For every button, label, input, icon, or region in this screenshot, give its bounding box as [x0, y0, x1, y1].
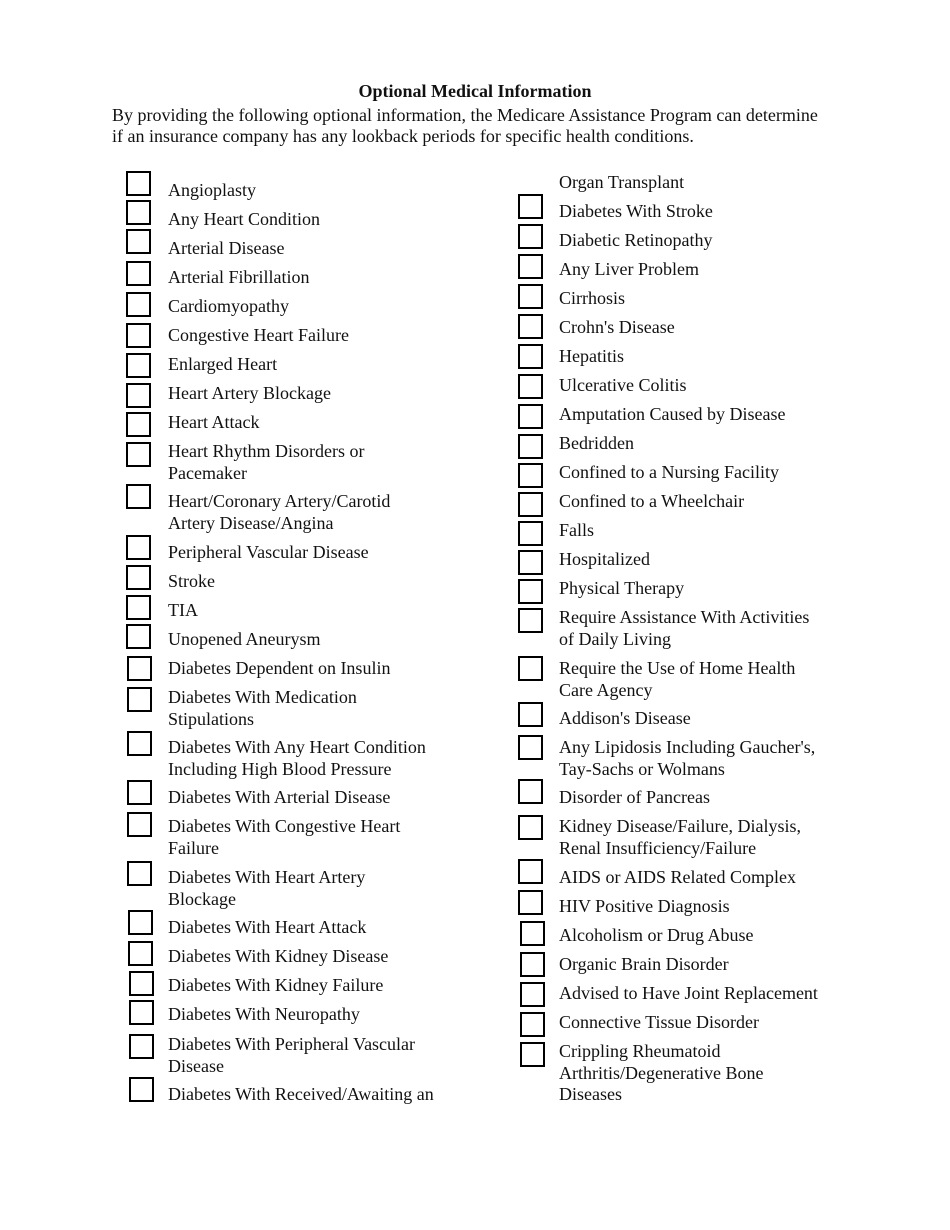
- checkbox-joint-replacement[interactable]: [520, 982, 545, 1007]
- item-label: Diabetes With Heart Attack: [168, 917, 367, 937]
- intro-text: By providing the following optional information, the Medicare Assistance Program can determine if an insurance company has any lookback periods for specific health conditions.: [112, 105, 818, 146]
- list-item: [168, 975, 383, 997]
- checkbox-disorder-of-pancreas[interactable]: [518, 779, 543, 804]
- list-item: [168, 600, 198, 622]
- item-label: Diabetes With Arterial Disease: [168, 787, 391, 807]
- checkbox-alcoholism-drug-abuse[interactable]: [520, 921, 545, 946]
- list-item: [559, 578, 684, 600]
- item-label: Enlarged Heart: [168, 354, 278, 374]
- item-label: Diabetes With Neuropathy: [168, 1004, 360, 1024]
- list-item: [559, 288, 625, 310]
- item-label: Alcoholism or Drug Abuse: [559, 925, 754, 945]
- checkbox-enlarged-heart[interactable]: [126, 353, 151, 378]
- list-item: [168, 325, 349, 347]
- item-label: Kidney Disease/Failure, Dialysis,: [559, 816, 801, 836]
- item-label: Physical Therapy: [559, 578, 685, 598]
- checkbox-falls[interactable]: [518, 521, 543, 546]
- item-label: Hepatitis: [559, 346, 624, 366]
- checkbox-any-liver-problem[interactable]: [518, 254, 543, 279]
- list-item: [559, 954, 729, 976]
- list-item: [559, 549, 650, 571]
- checkbox-confined-nursing-facility[interactable]: [518, 463, 543, 488]
- item-label: Peripheral Vascular Disease: [168, 542, 369, 562]
- checkbox-kidney-disease-dialysis[interactable]: [518, 815, 543, 840]
- item-label: Any Lipidosis Including Gaucher's,: [559, 737, 816, 757]
- item-label: Diabetes With Any Heart Condition: [168, 737, 426, 757]
- list-item: [168, 412, 259, 434]
- list-item: [559, 925, 753, 947]
- item-label: Advised to Have Joint Replacement: [559, 983, 818, 1003]
- checkbox-addisons-disease[interactable]: [518, 702, 543, 727]
- checkbox-diabetes-any-heart-condition[interactable]: [127, 731, 152, 756]
- item-label-line2: Tay-Sachs or Wolmans: [559, 758, 725, 779]
- item-label: Confined to a Nursing Facility: [559, 462, 779, 482]
- checkbox-diabetes-kidney-disease[interactable]: [128, 941, 153, 966]
- item-label: Connective Tissue Disorder: [559, 1012, 759, 1032]
- item-label: Diabetes With Peripheral Vascular: [168, 1034, 416, 1054]
- list-item: [168, 383, 331, 405]
- list-item: [168, 354, 277, 376]
- checkbox-diabetes-congestive-heart-failure[interactable]: [127, 812, 152, 837]
- checkbox-diabetes-kidney-failure[interactable]: [129, 971, 154, 996]
- list-item: [559, 520, 594, 542]
- list-item: [559, 346, 624, 368]
- item-label: Diabetes With Medication: [168, 687, 357, 707]
- list-item: [168, 542, 369, 564]
- list-item: [168, 571, 215, 593]
- checkbox-any-heart-condition[interactable]: [126, 200, 151, 225]
- checkbox-angioplasty[interactable]: [126, 171, 151, 196]
- list-item: [168, 267, 309, 289]
- item-label-line2: Including High Blood Pressure: [168, 758, 392, 779]
- item-label: Ulcerative Colitis: [559, 375, 687, 395]
- list-item: [168, 180, 256, 202]
- item-label: Crohn's Disease: [559, 317, 675, 337]
- list-item: [168, 1034, 415, 1077]
- item-label: HIV Positive Diagnosis: [559, 896, 730, 916]
- item-label: Angioplasty: [168, 180, 256, 200]
- checkbox-diabetes-stroke[interactable]: [518, 194, 543, 219]
- list-item: [168, 867, 365, 910]
- item-label-line2: Artery Disease/Angina: [168, 512, 334, 533]
- checkbox-connective-tissue-disorder[interactable]: [520, 1012, 545, 1037]
- checkbox-diabetes-medication-stipulations[interactable]: [127, 687, 152, 712]
- list-item: [168, 1084, 434, 1106]
- list-item: [559, 317, 675, 339]
- item-label: Require the Use of Home Health: [559, 658, 796, 678]
- list-item: [559, 230, 712, 252]
- item-label: Diabetes With Received/Awaiting an: [168, 1084, 434, 1104]
- list-item: [559, 201, 713, 223]
- item-label: Cirrhosis: [559, 288, 626, 308]
- list-item: [168, 917, 366, 939]
- checkbox-heart-artery-blockage[interactable]: [126, 383, 151, 408]
- checkbox-aids-related-complex[interactable]: [518, 859, 543, 884]
- checkbox-home-health-care-agency[interactable]: [518, 656, 543, 681]
- checkbox-unopened-aneurysm[interactable]: [126, 624, 151, 649]
- checkbox-arterial-disease[interactable]: [126, 229, 151, 254]
- checkbox-heart-coronary-artery[interactable]: [126, 484, 151, 509]
- list-item: [559, 816, 801, 859]
- item-label-line3: Diseases: [559, 1084, 622, 1104]
- list-item: [168, 238, 284, 260]
- list-item: [559, 433, 634, 455]
- item-label-line2: Care Agency: [559, 679, 653, 700]
- item-label-line2: Stipulations: [168, 708, 255, 729]
- checkbox-any-lipidosis[interactable]: [518, 735, 543, 760]
- list-item: [168, 816, 400, 859]
- item-label: Diabetes With Heart Artery: [168, 867, 366, 887]
- checkbox-organic-brain-disorder[interactable]: [520, 952, 545, 977]
- list-item: [168, 296, 289, 318]
- checkbox-diabetes-heart-artery-blockage[interactable]: [127, 861, 152, 886]
- item-label-line2: Arthritis/Degenerative Bone: [559, 1062, 764, 1083]
- list-item: [168, 946, 388, 968]
- item-label: TIA: [168, 600, 198, 620]
- checkbox-physical-therapy[interactable]: [518, 579, 543, 604]
- list-item: [559, 462, 779, 484]
- checkbox-cirrhosis[interactable]: [518, 284, 543, 309]
- item-label: Diabetes With Kidney Failure: [168, 975, 384, 995]
- list-item: [168, 1004, 360, 1026]
- checkbox-hiv-positive[interactable]: [518, 890, 543, 915]
- checkbox-diabetic-retinopathy[interactable]: [518, 224, 543, 249]
- checkbox-tia[interactable]: [126, 595, 151, 620]
- list-item: [168, 441, 364, 484]
- item-label: Addison's Disease: [559, 708, 691, 728]
- checkbox-diabetes-received-awaiting[interactable]: [129, 1077, 154, 1102]
- list-item: [559, 1041, 763, 1106]
- item-label: Unopened Aneurysm: [168, 629, 321, 649]
- item-label: Confined to a Wheelchair: [559, 491, 745, 511]
- checkbox-stroke[interactable]: [126, 565, 151, 590]
- list-item: [559, 259, 699, 281]
- list-item: [559, 1012, 759, 1034]
- list-item: [559, 172, 684, 194]
- item-label: Any Heart Condition: [168, 209, 320, 229]
- list-item: [559, 658, 795, 701]
- list-item: [559, 607, 809, 650]
- item-label: Diabetes With Congestive Heart: [168, 816, 401, 836]
- list-item: [168, 687, 357, 730]
- list-item: [559, 375, 686, 397]
- list-item: [168, 629, 320, 651]
- checkbox-cardiomyopathy[interactable]: [126, 292, 151, 317]
- list-item: [559, 983, 818, 1005]
- list-item: [559, 491, 744, 513]
- item-label: Organ Transplant: [559, 172, 685, 192]
- item-label: Heart Attack: [168, 412, 260, 432]
- checkbox-peripheral-vascular-disease[interactable]: [126, 535, 151, 560]
- item-label-line2: Failure: [168, 837, 219, 858]
- checkbox-ulcerative-colitis[interactable]: [518, 374, 543, 399]
- item-label: Organic Brain Disorder: [559, 954, 729, 974]
- checkbox-diabetes-peripheral-vascular[interactable]: [129, 1034, 154, 1059]
- item-label: Bedridden: [559, 433, 634, 453]
- checkbox-confined-wheelchair[interactable]: [518, 492, 543, 517]
- item-label: Amputation Caused by Disease: [559, 404, 786, 424]
- item-label: Require Assistance With Activities: [559, 607, 810, 627]
- item-label: Diabetic Retinopathy: [559, 230, 713, 250]
- item-label: Heart Rhythm Disorders or: [168, 441, 365, 461]
- list-item: [559, 787, 710, 809]
- checkbox-hospitalized[interactable]: [518, 550, 543, 575]
- item-label-line2: Pacemaker: [168, 462, 247, 483]
- item-label-line2: of Daily Living: [559, 628, 671, 649]
- list-item: [168, 737, 426, 780]
- checkbox-congestive-heart-failure[interactable]: [126, 323, 151, 348]
- item-label: Falls: [559, 520, 595, 540]
- list-item: [168, 491, 390, 534]
- checkbox-arterial-fibrillation[interactable]: [126, 261, 151, 286]
- item-label: Diabetes With Stroke: [559, 201, 713, 221]
- item-label-line2: Renal Insufficiency/Failure: [559, 837, 757, 858]
- list-item: [168, 209, 320, 231]
- item-label-line2: Disease: [168, 1055, 224, 1076]
- checkbox-diabetes-arterial-disease[interactable]: [127, 780, 152, 805]
- page-title: Optional Medical Information: [358, 81, 592, 101]
- checkbox-diabetes-heart-attack[interactable]: [128, 910, 153, 935]
- list-item: [168, 658, 390, 680]
- item-label: Heart Artery Blockage: [168, 383, 331, 403]
- item-label: Any Liver Problem: [559, 259, 699, 279]
- item-label: Stroke: [168, 571, 215, 591]
- item-label: Crippling Rheumatoid: [559, 1041, 721, 1061]
- list-item: [168, 787, 390, 809]
- item-label: Heart/Coronary Artery/Carotid: [168, 491, 391, 511]
- checkbox-hepatitis[interactable]: [518, 344, 543, 369]
- checkbox-amputation-caused-by-disease[interactable]: [518, 404, 543, 429]
- item-label: Diabetes Dependent on Insulin: [168, 658, 391, 678]
- checkbox-diabetes-dependent-insulin[interactable]: [127, 656, 152, 681]
- checkbox-heart-rhythm-disorders[interactable]: [126, 442, 151, 467]
- item-label: Disorder of Pancreas: [559, 787, 710, 807]
- checkbox-bedridden[interactable]: [518, 434, 543, 459]
- item-label: AIDS or AIDS Related Complex: [559, 867, 796, 887]
- checkbox-diabetes-neuropathy[interactable]: [129, 1000, 154, 1025]
- item-label-line2: Blockage: [168, 888, 236, 909]
- list-item: [559, 708, 691, 730]
- checkbox-heart-attack[interactable]: [126, 412, 151, 437]
- item-label: Diabetes With Kidney Disease: [168, 946, 389, 966]
- checkbox-require-assistance-daily-living[interactable]: [518, 608, 543, 633]
- list-item: [559, 896, 730, 918]
- item-label: Hospitalized: [559, 549, 650, 569]
- item-label: Cardiomyopathy: [168, 296, 289, 316]
- item-label: Arterial Fibrillation: [168, 267, 310, 287]
- item-label: Congestive Heart Failure: [168, 325, 349, 345]
- list-item: [559, 404, 785, 426]
- item-label: Arterial Disease: [168, 238, 285, 258]
- list-item: [559, 737, 815, 780]
- list-item: [559, 867, 796, 889]
- checkbox-crohns-disease[interactable]: [518, 314, 543, 339]
- checkbox-crippling-rheumatoid-arthritis[interactable]: [520, 1042, 545, 1067]
